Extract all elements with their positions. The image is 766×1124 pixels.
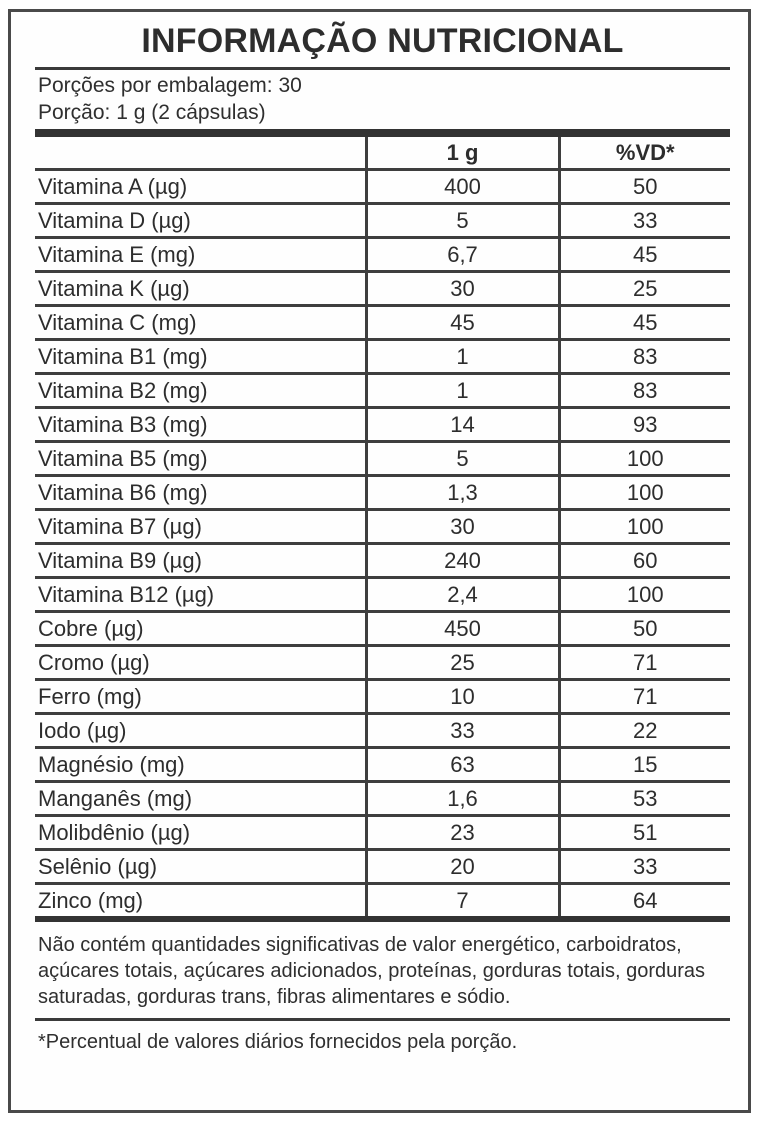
nutrient-name: Vitamina D (µg) — [38, 207, 191, 233]
servings-per-package: Porções por embalagem: 30 — [38, 74, 302, 97]
table-row — [35, 238, 730, 272]
nutrient-daily-value: 25 — [559, 272, 730, 306]
table-row — [35, 204, 730, 238]
nutrient-name: Iodo (µg) — [38, 717, 127, 743]
nutrient-name: Vitamina B9 (µg) — [38, 547, 202, 573]
thick-divider — [35, 129, 730, 137]
nutrient-amount: 63 — [366, 748, 559, 782]
table-row — [35, 340, 730, 374]
nutrient-daily-value: 15 — [559, 748, 730, 782]
nutrient-daily-value: 100 — [559, 510, 730, 544]
nutrient-daily-value: 33 — [559, 204, 730, 238]
nutrient-daily-value: 100 — [559, 476, 730, 510]
table-row — [35, 646, 730, 680]
table-row — [35, 442, 730, 476]
nutrient-amount: 33 — [366, 714, 559, 748]
nutrient-name: Ferro (mg) — [38, 683, 142, 709]
nutrient-name: Vitamina K (µg) — [38, 275, 190, 301]
nutrient-name: Vitamina B1 (mg) — [38, 343, 208, 369]
table-row — [35, 748, 730, 782]
nutrient-name: Selênio (µg) — [38, 853, 158, 879]
nutrient-daily-value: 45 — [559, 306, 730, 340]
nutrient-name: Vitamina B3 (mg) — [38, 411, 208, 437]
nutrient-daily-value: 22 — [559, 714, 730, 748]
daily-value-footnote: *Percentual de valores diários fornecidos pela porção. — [38, 1031, 518, 1053]
nutrient-amount: 14 — [366, 408, 559, 442]
table-row — [35, 714, 730, 748]
nutrient-name: Vitamina A (µg) — [38, 173, 188, 199]
header-amount: 1 g — [366, 137, 559, 170]
nutrient-amount: 23 — [366, 816, 559, 850]
nutrient-amount: 30 — [366, 272, 559, 306]
nutrient-amount: 400 — [366, 170, 559, 204]
nutrient-name: Vitamina E (mg) — [38, 241, 196, 267]
table-row — [35, 578, 730, 612]
table-header-row — [35, 137, 730, 170]
nutrient-amount: 30 — [366, 510, 559, 544]
table-row — [35, 884, 730, 917]
nutrient-amount: 1 — [366, 340, 559, 374]
nutrient-name: Vitamina C (mg) — [38, 309, 197, 335]
nutrient-daily-value: 33 — [559, 850, 730, 884]
table-row — [35, 544, 730, 578]
nutrient-name: Molibdênio (µg) — [38, 819, 191, 845]
nutrient-amount: 25 — [366, 646, 559, 680]
nutrient-daily-value: 71 — [559, 680, 730, 714]
table-row — [35, 374, 730, 408]
not-significant-note: Não contém quantidades significativas de valor energético, carboidratos, açúcares totais, açúcares adicionados, proteínas, gorduras totais, gorduras saturadas, gorduras trans, fibras alimentares e sódio. — [38, 934, 706, 1008]
table-row — [35, 782, 730, 816]
nutrient-daily-value: 50 — [559, 170, 730, 204]
nutrient-amount: 20 — [366, 850, 559, 884]
nutrient-daily-value: 60 — [559, 544, 730, 578]
table-row — [35, 476, 730, 510]
table-row — [35, 612, 730, 646]
nutrient-name: Vitamina B2 (mg) — [38, 377, 208, 403]
nutrient-daily-value: 100 — [559, 578, 730, 612]
nutrient-name: Manganês (mg) — [38, 785, 193, 811]
nutrient-name: Vitamina B12 (µg) — [38, 581, 215, 607]
serving-size: Porção: 1 g (2 cápsulas) — [38, 101, 266, 124]
nutrient-amount: 1 — [366, 374, 559, 408]
nutrient-daily-value: 83 — [559, 340, 730, 374]
nutrient-daily-value: 93 — [559, 408, 730, 442]
nutrient-amount: 6,7 — [366, 238, 559, 272]
nutrient-daily-value: 53 — [559, 782, 730, 816]
nutrient-amount: 240 — [366, 544, 559, 578]
nutrient-amount: 10 — [366, 680, 559, 714]
nutrient-daily-value: 51 — [559, 816, 730, 850]
nutrient-daily-value: 50 — [559, 612, 730, 646]
table-row — [35, 850, 730, 884]
table-row — [35, 272, 730, 306]
nutrient-daily-value: 71 — [559, 646, 730, 680]
table-row — [35, 680, 730, 714]
nutrient-amount: 7 — [366, 884, 559, 917]
nutrient-name: Vitamina B6 (mg) — [38, 479, 208, 505]
table-row — [35, 816, 730, 850]
nutrient-amount: 45 — [366, 306, 559, 340]
nutrient-daily-value: 45 — [559, 238, 730, 272]
table-row — [35, 170, 730, 204]
nutrient-amount: 2,4 — [366, 578, 559, 612]
nutrient-name: Zinco (mg) — [38, 887, 144, 913]
nutrient-name: Vitamina B7 (µg) — [38, 513, 202, 539]
table-row — [35, 510, 730, 544]
nutrient-daily-value: 100 — [559, 442, 730, 476]
serving-info — [35, 70, 730, 129]
nutrient-name: Vitamina B5 (mg) — [38, 445, 208, 471]
nutrient-amount: 5 — [366, 442, 559, 476]
header-daily-value: %VD* — [559, 137, 730, 170]
nutrient-table — [35, 137, 730, 916]
header-nutrient — [35, 137, 366, 170]
label-title: INFORMAÇÃO NUTRICIONAL — [141, 22, 624, 60]
nutrition-facts-label — [8, 9, 751, 1113]
nutrient-amount: 1,3 — [366, 476, 559, 510]
nutrient-amount: 5 — [366, 204, 559, 238]
nutrient-name: Cobre (µg) — [38, 615, 144, 641]
label-content — [35, 12, 730, 1063]
table-row — [35, 408, 730, 442]
nutrient-daily-value: 64 — [559, 884, 730, 917]
nutrient-amount: 450 — [366, 612, 559, 646]
nutrient-daily-value: 83 — [559, 374, 730, 408]
table-row — [35, 306, 730, 340]
nutrient-name: Magnésio (mg) — [38, 751, 185, 777]
nutrient-amount: 1,6 — [366, 782, 559, 816]
nutrient-name: Cromo (µg) — [38, 649, 150, 675]
